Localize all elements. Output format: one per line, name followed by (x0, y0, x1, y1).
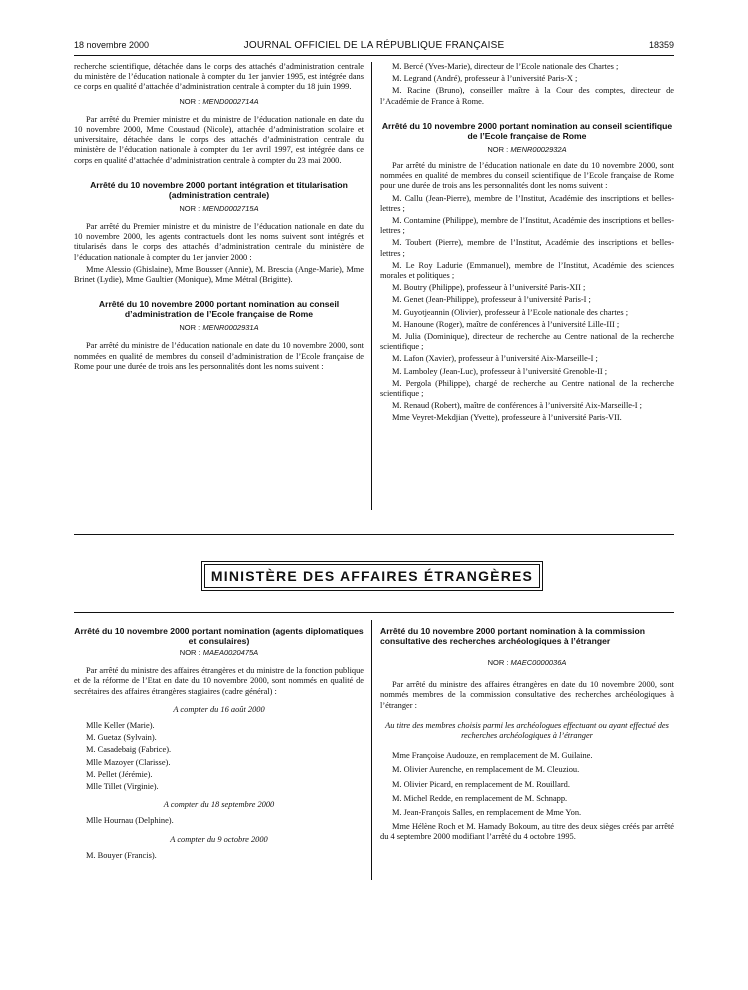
date-subheading: A compter du 9 octobre 2000 (170, 834, 268, 844)
list-item: M. Callu (Jean-Pierre), membre de l’Institut, Académie des inscriptions et belles-lettres ; (380, 193, 674, 213)
list-item: M. Contamine (Philippe), membre de l’Institut, Académie des inscriptions et belles-lettres ; (380, 216, 674, 236)
nor-reference: NOR : MAEA0020475A (179, 648, 259, 657)
header-rule (74, 55, 674, 56)
name-list (74, 721, 364, 792)
list-item: M. Toubert (Pierre), membre de l’Institut, Académie des inscriptions et belles-lettres ; (380, 238, 674, 258)
list-item: M. Guyotjeannin (Olivier), professeur à l’Ecole nationale des chartes ; (392, 307, 629, 317)
list-item: Mlle Mazoyer (Clarisse). (86, 757, 171, 767)
top-left-column (74, 62, 364, 374)
list-item: Mlle Tillet (Virginie). (86, 782, 159, 792)
list-item: M. Pellet (Jérémie). (86, 769, 153, 779)
nor-reference: NOR : MENR0002931A (179, 323, 259, 333)
ministry-label: MINISTÈRE DES AFFAIRES ÉTRANGÈRES (210, 568, 534, 584)
paragraph: Mme Alessio (Ghislaine), Mme Bousser (Annie), M. Brescia (Ange-Marie), Mme Brinet (Lydie), Mme Gaultier (Monique), Mme Métral (Brigitte). (74, 264, 364, 285)
list-item: M. Guetaz (Sylvain). (86, 733, 157, 743)
column-divider-bottom (371, 620, 372, 880)
nor-reference: NOR : MEND0002715A (179, 203, 259, 213)
nor-reference: NOR : MENR0002932A (487, 144, 567, 154)
paragraph: Par arrêté du ministre des affaires étrangères et du ministre de la fonction publique et de la réforme de l’Etat en date du 10 novembre 2000, sont nommés en qualité de secrétaires des affaires étrangères stagiaires (cadre général) : (74, 666, 364, 696)
page-header (74, 40, 674, 54)
paragraph: Par arrêté du Premier ministre et du ministre de l’éducation nationale en date du 10 novembre 2000, les agents contractuels dont les noms suivent sont intégrés et titularisés dans le corps des attachés d’administration centrale du ministère de l’éducation nationale à compter du 1er janvier 2000 : (74, 222, 364, 262)
category-subheading: Au titre des membres choisis parmi les archéologues effectuant ou ayant effectué des recherches archéologiques à l’étranger (385, 720, 669, 741)
list-item: M. Olivier Aurenche, en remplacement de M. Cleuziou. (392, 765, 580, 775)
bottom-left-column (74, 612, 364, 863)
list-item: M. Racine (Bruno), conseiller maître à la Cour des comptes, directeur de l’Académie de France à Rome. (380, 86, 674, 106)
nor-reference: NOR : MEND0002714A (179, 96, 259, 106)
section-rule (74, 534, 674, 535)
paragraph: Par arrêté du ministre de l’éducation nationale en date du 10 novembre 2000, sont nommées en qualité de membres du conseil d’administration de l’Ecole française de Rome pour une durée de trois ans les personnalités dont les noms suivent : (74, 341, 364, 371)
list-item: Mme Veyret-Mekdjian (Yvette), professeure à l’université Paris-VII. (392, 413, 622, 423)
column-divider-top (371, 62, 372, 510)
list-item: M. Pergola (Philippe), chargé de recherche au Centre national de la recherche scientifique ; (380, 378, 674, 399)
name-list (380, 751, 674, 842)
list-item: Mme Françoise Audouze, en remplacement de M. Guilaine. (392, 751, 593, 761)
list-item: M. Casadebaig (Fabrice). (86, 745, 172, 755)
list-item: M. Boutry (Philippe), professeur à l’université Paris-XII ; (392, 283, 586, 293)
journal-title: JOURNAL OFFICIEL DE LA RÉPUBLIQUE FRANÇAISE (243, 40, 505, 51)
list-item: Mlle Keller (Marie). (86, 721, 155, 731)
bottom-right-column (380, 612, 674, 845)
article-title: Arrêté du 10 novembre 2000 portant nomination au conseil scientifique de l’Ecole française de Rome (381, 120, 673, 141)
page-number: 18359 (648, 40, 674, 50)
list-item: M. Le Roy Ladurie (Emmanuel), membre de l’Institut, Académie des sciences morales et politiques ; (380, 260, 674, 281)
paragraph: Par arrêté du ministre de l’éducation nationale en date du 10 novembre 2000, sont nommées en qualité de membres du conseil scientifique de l’Ecole française de Rome pour une durée de trois ans les personnalités dont les noms suivent : (380, 161, 674, 191)
list-item: M. Michel Redde, en remplacement de M. Schnapp. (392, 793, 568, 803)
date-subheading: A compter du 18 septembre 2000 (163, 800, 275, 810)
article-title: Arrêté du 10 novembre 2000 portant nomination (agents diplomatiques et consulaires) (74, 626, 364, 646)
list-item: M. Bercé (Yves-Marie), directeur de l’Ecole nationale des Chartes ; (392, 62, 619, 71)
name-list (74, 851, 364, 861)
list-item: M. Legrand (André), professeur à l’université Paris-X ; (392, 74, 578, 84)
article-title: Arrêté du 10 novembre 2000 portant nomination à la commission consultative des recherches archéologiques à l’étranger (380, 626, 646, 646)
date-subheading: A compter du 16 août 2000 (173, 704, 265, 714)
member-list (380, 62, 674, 107)
list-item: M. Genet (Jean-Philippe), professeur à l’université Paris-I ; (392, 295, 591, 305)
paragraph: Par arrêté du ministre des affaires étrangères en date du 10 novembre 2000, sont nommés membres de la commission consultative des recherches archéologiques à l’étranger : (380, 680, 674, 710)
member-list (380, 194, 674, 424)
paragraph: recherche scientifique, détachée dans le corps des attachés d’administration centrale du ministère de l’éducation nationale à compter du 1er janvier 1995, est intégrée dans ce corps en qualité d’attachée d’administration centrale à compter du 18 juin 1999. (74, 62, 364, 92)
issue-date: 18 novembre 2000 (74, 40, 150, 50)
article-title: Arrêté du 10 novembre 2000 portant intégration et titularisation (administration centrale) (90, 179, 348, 200)
name-list (74, 816, 364, 826)
list-item: M. Olivier Picard, en remplacement de M. Rouillard. (392, 779, 570, 789)
article-title: Arrêté du 10 novembre 2000 portant nomination au conseil d’administration de l’Ecole française de Rome (98, 299, 340, 320)
ministry-banner (204, 564, 540, 588)
list-item: M. Hanoune (Roger), maître de conférences à l’université Lille-III ; (392, 319, 620, 329)
nor-reference: NOR : MAEC0000036A (487, 658, 567, 667)
list-item: M. Jean-François Salles, en remplacement de Mme Yon. (392, 808, 582, 818)
list-item: M. Lamboley (Jean-Luc), professeur à l’université Grenoble-II ; (392, 366, 608, 376)
list-item: M. Bouyer (Francis). (86, 850, 157, 860)
list-item: Mlle Hournau (Delphine). (86, 816, 174, 826)
paragraph: Par arrêté du Premier ministre et du ministre de l’éducation nationale en date du 10 novembre 2000, Mme Coustaud (Nicole), attachée d’administration scolaire et universitaire, détachée dans le corps des attachés d’administration centrale du ministère de l’éducation nationale à compter du 1er avril 1997, est intégrée dans ce corps en qualité d’attachée d’administration centrale à compter du 23 mai 2000. (74, 114, 364, 165)
list-item: M. Julia (Dominique), directeur de recherche au Centre national de la recherche scientifique ; (380, 332, 674, 352)
list-item: Mme Hélène Roch et M. Hamady Bokoum, au titre des deux sièges créés par arrêté du 4 septembre 2000 modifiant l’arrêté du 4 octobre 1995. (380, 822, 674, 842)
list-item: M. Renaud (Robert), maître de conférences à l’université Aix-Marseille-I ; (392, 401, 642, 411)
top-right-column (380, 62, 674, 426)
list-item: M. Lafon (Xavier), professeur à l’université Aix-Marseille-I ; (392, 354, 598, 364)
